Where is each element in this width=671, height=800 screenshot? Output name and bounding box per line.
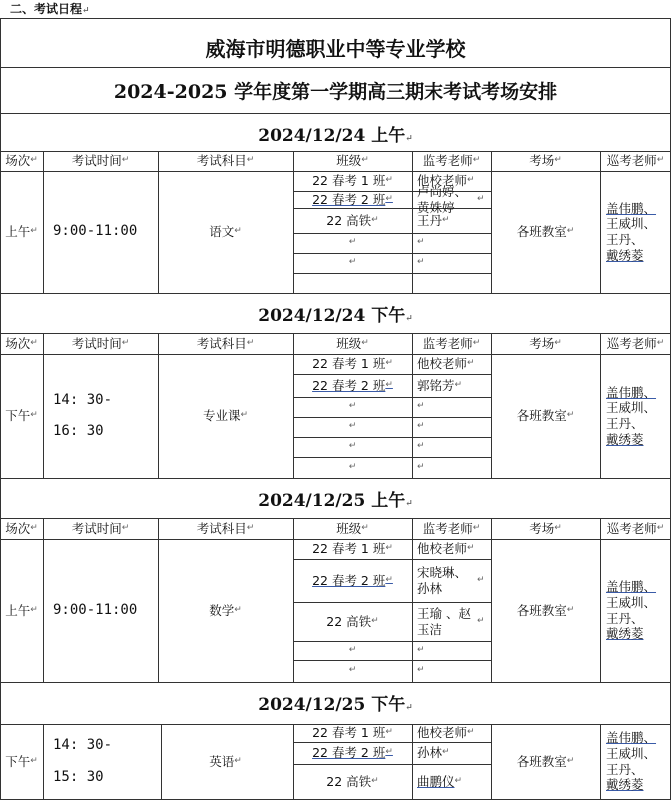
proctor: 郭铭芳 ↵ [417,377,463,393]
class-name: 22 春考 2 班 ↵ [312,745,393,761]
column-header: 巡考老师 ↵ [606,520,665,536]
class-name: 22 春考 1 班 ↵ [312,541,393,557]
session-title: 2024/12/25 下午↵ [258,695,413,715]
school-name: 威海市明德职业中等专业学校 [205,37,466,61]
class-name: 22 高铁 ↵ [326,773,379,789]
column-header: 监考老师 ↵ [422,335,481,351]
column-header: 监考老师 ↵ [422,520,481,536]
proctor: 王丹 ↵ [417,212,450,228]
class-name: 22 春考 1 班 ↵ [312,725,393,741]
proctor: ↵ [417,644,425,655]
class-name: ↵ [348,257,357,268]
exam-room: 各班教室 ↵ [516,602,575,618]
patrol-teachers: 盖伟鹏、 王威圳、 王丹、 戴绣菱 [606,579,657,642]
proctor: 他校老师 ↵ [417,173,475,189]
class-name: ↵ [348,401,357,412]
column-header: 考试科目 ↵ [196,520,255,536]
class-name: ↵ [348,461,357,472]
class-name: ↵ [348,665,357,676]
column-header: 班级 ↵ [336,335,369,351]
column-header: 考试时间 ↵ [71,335,130,351]
exam-subject: 语文 ↵ [209,224,242,240]
column-header: 考场 ↵ [529,520,562,536]
class-name: 22 春考 2 班 ↵ [312,377,393,393]
session-title: 2024/12/24 下午↵ [258,306,413,326]
proctor: 他校老师 ↵ [417,356,475,372]
class-name: ↵ [348,421,357,432]
class-name: 22 春考 1 班 ↵ [312,356,393,372]
class-name: ↵ [348,644,357,655]
patrol-teachers: 盖伟鹏、 王威圳、 王丹、 戴绣菱 [606,730,657,793]
session-title: 2024/12/25 上午↵ [258,491,413,511]
proctor: ↵ [417,237,425,248]
proctor: ↵ [417,421,425,432]
session-slot: 下午 ↵ [5,408,38,424]
exam-time: 9:00-11:00 [53,601,138,618]
column-header: 场次 ↵ [5,335,38,351]
column-header: 监考老师 ↵ [422,153,481,169]
proctor: 他校老师 ↵ [417,725,475,741]
schedule-title: 2024-2025 学年度第一学期高三期末考试考场安排 [113,81,558,103]
exam-time: 14: 30- 16: 30 [53,391,113,439]
column-header: 巡考老师 ↵ [606,153,665,169]
column-header: 考试科目 ↵ [196,335,255,351]
proctor: ↵ [417,461,425,472]
exam-room: 各班教室 ↵ [516,224,575,240]
exam-time: 9:00-11:00 [53,223,138,240]
proctor: ↵ [417,401,425,412]
class-name: 22 高铁 ↵ [326,212,379,228]
session-slot: 下午 ↵ [5,753,38,769]
session-slot: 上午 ↵ [5,602,38,618]
proctor: 宋晓琳、孙林 ↵ [417,564,485,596]
column-header: 班级 ↵ [336,520,369,536]
class-name: 22 春考 1 班 ↵ [312,173,393,189]
session-title: 2024/12/24 上午↵ [258,126,413,146]
patrol-teachers: 盖伟鹏、 王威圳、 王丹、 戴绣菱 [606,200,657,263]
proctor: 孙林 ↵ [417,745,450,761]
column-header: 考试时间 ↵ [71,520,130,536]
column-header: 考场 ↵ [529,153,562,169]
patrol-teachers: 盖伟鹏、 王威圳、 王丹、 戴绣菱 [606,384,657,447]
proctor: ↵ [417,441,425,452]
column-header: 场次 ↵ [5,520,38,536]
exam-subject: 英语 ↵ [209,753,242,769]
proctor: 王瑜 、赵玉洁 ↵ [417,605,485,637]
column-header: 场次 ↵ [5,153,38,169]
exam-subject: 专业课 ↵ [202,408,249,424]
proctor: 曲鹏仪 ↵ [417,773,463,789]
class-name: ↵ [348,441,357,452]
exam-room: 各班教室 ↵ [516,408,575,424]
exam-time: 14: 30- 15: 30 [53,737,113,785]
class-name: 22 春考 2 班 ↵ [312,191,393,207]
column-header: 巡考老师 ↵ [606,335,665,351]
session-slot: 上午 ↵ [5,224,38,240]
proctor: 他校老师 ↵ [417,541,475,557]
section-heading: 二、考试日程↵ [10,2,90,16]
column-header: 考试科目 ↵ [196,153,255,169]
class-name: 22 高铁 ↵ [326,613,379,629]
class-name: ↵ [348,237,357,248]
class-name: 22 春考 2 班 ↵ [312,572,393,588]
proctor: ↵ [417,665,425,676]
column-header: 班级 ↵ [336,153,369,169]
column-header: 考场 ↵ [529,335,562,351]
proctor: 卢尚婷、黄姝婷 ↵ [417,183,485,215]
column-header: 考试时间 ↵ [71,153,130,169]
exam-room: 各班教室 ↵ [516,753,575,769]
proctor: ↵ [417,257,425,268]
exam-subject: 数学 ↵ [209,602,242,618]
